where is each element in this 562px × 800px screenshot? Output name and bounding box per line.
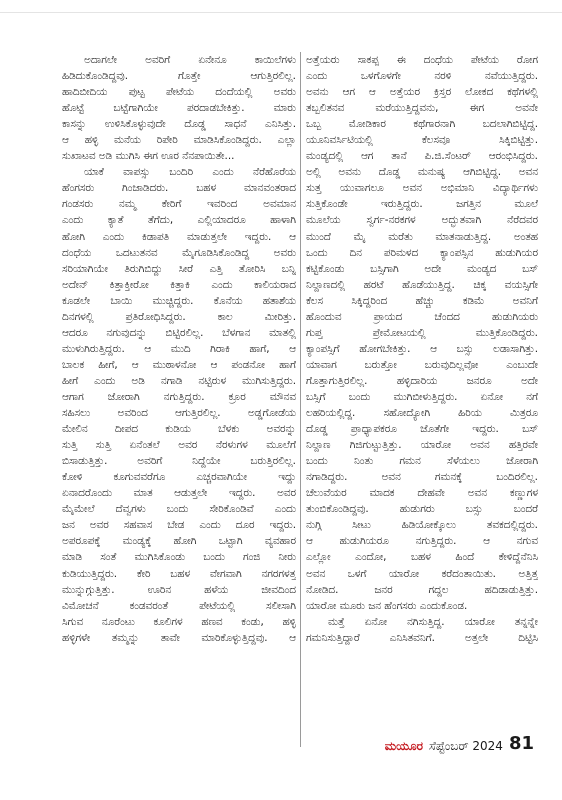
left-column-text-line: ಬಿಸಾಡುತ್ತಿತ್ತು. ಅವರಿಗೆ ನಿದ್ದೆಯೇ ಬರುತ್ತಿರಲಿಲ್ಲ. xyxy=(62,455,296,468)
left-column-text-line: ಸುಖಾಟವ ಅಡಿ ಮುಗಿಸಿ ಈಗ ಊರ ನೆನಪಾಯಿತೇ... xyxy=(62,150,235,163)
left-column-text-line: ದಂಧೆಯ ಒದಟುತನವ ಮೈಗೂಡಿಸಿಕೊಂಡಿದ್ದ ಅವರು xyxy=(62,246,296,259)
right-column-text-line: ಕಟ್ಟಿಕೊಂಡು ಬಸ್ಸಿಗಾಗಿ ಅದೇ ಮಂಡ್ಯದ ಬಸ್ xyxy=(306,262,538,275)
left-column-text-line: ಯಾಕೆ ವಾಪಸ್ಸು ಬಂದಿರಿ ಎಂದು ನೆರೆಹೊರೆಯ xyxy=(84,166,296,179)
right-column-text-line: ಕ್ಯಾಂಪಸ್ಸಿಗೆ ಹೋಗಬೇಕಿತ್ತು. ಆ ಬಸ್ಸು ಲಡಾಸಾಗಿತ್ತು. xyxy=(306,342,538,355)
right-column-text-line: ಮುಂದೆ ಮೈ ಮರೆತು ಮಾತನಾಡುತ್ತಿದ್ದ. ಅಂತಹ xyxy=(306,230,538,243)
left-column-text-line: ಹೀಗೆ ಎಂದು ಅಡಿ ನಗಾಡಿ ನಟ್ಟಿರುಳ ಮುಗಿಸುತ್ತಿದ್ದರು. xyxy=(62,374,296,387)
right-column xyxy=(306,52,538,747)
left-column-text-line: ಆಗಾಗ ಜೋರಾಗಿ ನಗುತ್ತಿದ್ದರು. ಕ್ರೂರ ಮೌನವ xyxy=(62,390,296,403)
right-column-text-line: ಒಂದು ದಿನ ಪರಿಮಳದ ಕ್ಯಾಂಪಸ್ಸಿನ ಹುಡುಗಿಯರ xyxy=(306,246,538,259)
right-column-text-line: ಕೆಲಸ ಸಿಕ್ಕಿದ್ದರಿಂದ ಹೆಚ್ಚು ಕಡಿಮೆ ಅವನಿಗೆ xyxy=(306,294,538,307)
left-column-text-line: ಆ ಹಳ್ಳಿ ಮನೆಯ ರಿಪೇರಿ ಮಾಡಿಸಿಕೊಂಡಿದ್ದರು. ಎಲ್ಲಾ xyxy=(62,134,296,147)
right-column-text-line: ಸುತ್ತ ಯುವಾಗಲೂ ಅವನ ಅಭಿಮಾನಿ ವಿದ್ಯಾರ್ಥಿಗಳು xyxy=(306,182,538,195)
left-column-text-line: ಸರಿಯಾಗಿಯೇ ತಿರುಗಿಬಿದ್ದು ಸೀರೆ ಎತ್ತಿ ತೋರಿಸಿ ಬನ್ನಿ xyxy=(62,262,296,275)
right-column-text-line: ಅಲ್ಲಿ ಅವನು ದೊಡ್ಡ ಮನುಷ್ಯ ಆಗಿಬಿಟ್ಟಿದ್ದ. ಅವನ xyxy=(306,166,538,179)
right-column-text-line: ಎಲ್ಲೋ ಎಂದೋ, ಬಹಳ ಹಿಂದೆ ಕೇಳಿದ್ದೆನೆನಿಸಿ xyxy=(306,551,538,564)
article-body xyxy=(38,52,538,782)
right-column-text-line: ನಗಾಡಿದ್ದರು. ಅವನ ಗಮನಕ್ಕೆ ಬಂದಿರಲಿಲ್ಲ. xyxy=(306,471,538,484)
right-column-text-line: ದೊಡ್ಡ ಪ್ರಾಧ್ಯಾಪಕರೂ ಜೊತೆಗೇ ಇದ್ದರು. ಬಸ್ xyxy=(306,423,538,436)
right-column-text-line: ನೋಡಿದ. ಜನರ ಗದ್ದಲ ಹದಿಡಾಡುತ್ತಿತ್ತು. xyxy=(306,583,538,596)
left-column-text-line: ಕುಡಿಯುತ್ತಿದ್ದರು. ಕೇರಿ ಬಹಳ ವೇಗವಾಗಿ ನಗರಗಳತ್ತ xyxy=(62,567,296,580)
right-column-text-line: ಅತ್ತೆಯರು ಸಾಕಪ್ಪ ಈ ದಂಧೆಯ ಪೇಟೆಯ ರೋಗ xyxy=(306,54,538,66)
left-column-text-line: ಮೈಮೇಲೆ ದೆವ್ವಗಳು ಬಂದು ಸೇರಿಕೊಂಡಿವೆ ಎಂದು xyxy=(62,503,296,516)
right-column-text-line: ನಿಲ್ದಾಣ ಗಿಜಿಗುಟ್ಟುತ್ತಿತ್ತು. ಯಾರೋ ಅವನ ಹತ್ತಿರವೇ xyxy=(306,439,538,452)
left-column-text-line: ಕೋಳಿ ಕೂಗುವವರೆಗೂ ಎಚ್ಚರವಾಗಿಯೇ ಇದ್ದು xyxy=(62,471,296,484)
right-column-text-line: ಎಂದು ಒಳಗೊಳಗೇ ನರಳಿ ನವೆಯುತ್ತಿದ್ದರು. xyxy=(306,70,538,83)
right-column-text-line: ಹೊಂದುವ ಪ್ರಾಯದ ಚೆಂದದ ಹುಡುಗಿಯರು xyxy=(306,310,538,323)
left-column-text-line: ಹಳ್ಳಿಗಳೇ ತಮ್ಮನ್ನು ತಾವೇ ಮಾರಿಕೊಳ್ಳುತ್ತಿದ್ದವು. ಆ xyxy=(62,631,296,644)
left-column-text-line: ಕೂಡಲೇ ಬಾಯಿ ಮುಚ್ಚಿದ್ದರು. ಕೊನೆಯ ಹತಾಶೆಯ xyxy=(62,294,296,307)
left-column-text-line: ಅಪರೂಪಕ್ಕೆ ಮಂಡ್ಯಕ್ಕೆ ಹೋಗಿ ಒಟ್ಟಾಗಿ ವ್ಯವಹಾರ xyxy=(62,535,296,548)
left-column-text-line: ಸಹಿಸಲು ಅವರಿಂದ ಆಗುತ್ತಿರಲಿಲ್ಲ. ಅಡ್ಡಗೋಡೆಯ xyxy=(62,407,296,420)
right-column-text-line: ನಿಲ್ದಾಣದಲ್ಲಿ ಹರಟೆ ಹೊಡೆಯುತ್ತಿದ್ದ. ಚಿಕ್ಕ ವಯಸ್ಸಿಗೇ xyxy=(306,278,538,291)
page-number: 81 xyxy=(508,733,534,754)
left-column-text-line: ಅದೇನ್ ಕಿತ್ತಾಕ್ತೀರೋ ಕಿತ್ತಾಕಿ ಎಂದು ಕಾಲಿಯರಾದ xyxy=(62,278,296,291)
left-column-text-line: ಕಾಸನ್ನು ಉಳಿಸಿಕೊಳ್ಳುವುದೇ ದೊಡ್ಡ ಸಾಧನೆ ಎನಿಸಿತ್ತು. xyxy=(62,118,296,131)
right-column-text-line: ಲಹರಿಯಲ್ಲಿದ್ದ. ಸಹೋದ್ಯೋಗಿ ಹಿರಿಯ ಮಿತ್ರರೂ xyxy=(306,407,538,420)
left-column-text-line: ಏನಾದರೊಂದು ಮಾತ ಆಡುತ್ತಲೇ ಇದ್ದರು. ಅವರ xyxy=(62,487,296,500)
right-column-text-line: ಯಾವಾಗ ಬರುತ್ತೋ ಬರುವುದಿಲ್ಲವೋ ಎಂಬುದೇ xyxy=(306,358,538,371)
left-column-text-line: ದಿನಗಳಲ್ಲಿ ಪ್ರತಿರೋಧಿಸಿದ್ದರು. ಕಾಲ ಮೀರಿತ್ತು. xyxy=(62,310,296,323)
right-column-text-line: ಗಮನಿಸುತ್ತಿದ್ದಾರೆ ಎನಿಸಿತವನಿಗೆ. ಅತ್ತಲೇ ದಿಟ್ಟಿಸಿ xyxy=(306,631,538,644)
right-column-text-line: ಬಸ್ಸಿಗೆ ಬಂದು ಮುಗಿಬೀಳುತ್ತಿದ್ದರು. ಏನೋ ನಗೆ xyxy=(306,390,538,403)
left-column-text-line: ಹಾದಿಬೀದಿಯ ಪುಟ್ಟ ಪೇಟೆಯ ದಂದೆಯಲ್ಲಿ ಅವರು xyxy=(62,86,296,99)
right-column-text-line: ಚೆಲುವೆಯರ ಮಾದಕ ದೇಹವೇ ಅವನ ಕಣ್ಣುಗಳ xyxy=(306,487,538,500)
left-column-text-line: ಹೊಟ್ಟೆ ಬಟ್ಟೆಗಾಗಿಯೇ ಪರದಾಡಬೇಕಿತ್ತು. ಮಾರು xyxy=(62,102,296,115)
issue-date: ಸೆಪ್ಟೆಂಬರ್ 2024 xyxy=(429,739,503,753)
left-column-text-line: ಸುತ್ತಿ ಸುತ್ತಿ ಏನೆಂತಲೆ ಅವರ ನೆರಳುಗಳ ಮೂಲೆಗೆ xyxy=(62,439,296,452)
magazine-name: ಮಯೂರ xyxy=(384,739,424,753)
right-column-text-line: ಅವನು ಆಗ ಆ ಅತ್ತೆಯರ ಕ್ರಿಸ್ತರ ಲೋಕದ ಕಥೆಗಳಲ್ಲಿ xyxy=(306,86,538,99)
left-column-text-line: ಮುಳುಗಿರುತ್ತಿದ್ದರು. ಆ ಮುದಿ ಗಿರಾಕಿ ಹಾಗೆ, ಆ xyxy=(62,342,296,355)
column-divider xyxy=(300,52,301,747)
left-column-text-line: ಹಿಡಿದುಕೊಂಡಿದ್ದವು. ಗೊತ್ತೇ ಆಗುತ್ತಿರಲಿಲ್ಲ. xyxy=(62,70,296,83)
right-column-text-line: ಯೂನಿವರ್ಸಿಟಿಯಲ್ಲಿ ಕೆಲಸವೂ ಸಿಕ್ಕಿಬಿಟ್ಟಿತ್ತು. xyxy=(306,134,538,147)
right-column-text-line: ನುಗ್ಗಿ ಸೀಟು ಹಿಡಿಯೋಕ್ಕೊಲು ತವಕದಲ್ಲಿದ್ದರು. xyxy=(306,519,538,532)
left-column-text-line: ಬಾಲಕ ಹೀಗೆ, ಆ ಮುಠಾಳನೋ ಆ ಪಂಡನೋ ಹಾಗೆ xyxy=(62,358,296,371)
left-column-text-line: ವಿಮೋಚನೆ ಕಂಡವರಂತೆ ಪೇಟೆಯಲ್ಲಿ ಸಲೀಸಾಗಿ xyxy=(62,599,296,612)
right-column-text-line: ಒಬ್ಬ ಮೋಡಿಕಾರ ಕಥೆಗಾರನಾಗಿ ಬದಲಾಗಿಬಿಟ್ಟಿದ್ದ. xyxy=(306,118,538,131)
right-column-text-line: ಆ ಹುಡುಗಿಯರೂ ನಗುತ್ತಿದ್ದರು. ಆ ನಗುವ xyxy=(306,535,538,548)
left-column-text-line: ಮಾಡಿ ಸಂತೆ ಮುಗಿಸಿಕೊಂಡು ಬಂದು ಗಂಜಿ ನೀರು xyxy=(62,551,296,564)
right-column-text-line: ಸುತ್ತಿಕೊಂಡೇ ಇರುತ್ತಿದ್ದರು. ಜಗತ್ತಿನ ಮೂಲೆ xyxy=(306,198,538,211)
right-column-text-line: ಯಾರೋ ಮೂರು ಜನ ಹೆಂಗಸರು ಎಂದುಕೊಂಡ. xyxy=(306,599,468,612)
right-column-text-line: ಅವನ ಒಳಗೆ ಯಾರೋ ಕರೆದಂತಾಯಿತು. ಅತ್ತಿತ್ತ xyxy=(306,567,538,580)
right-column-text-line: ಮತ್ತೆ ಏನೋ ನಗಿಸುತ್ತಿದ್ದ. ಯಾರೋ ತನ್ನನ್ನೇ xyxy=(328,615,538,628)
right-column-text-line: ತುಂಬಿಕೊಂಡಿದ್ದವು. ಹುಡುಗರು ಬಸ್ಸು ಬಂದರೆ xyxy=(306,503,538,516)
left-column-text-line: ಗಂಡಸರು ನಮ್ಮ ಕೇರಿಗೆ ಇವರಿಂದ ಅವಮಾನ xyxy=(62,198,296,211)
right-column-text-line: ಮೂಲೆಯ ಸ್ವರ್ಗ-ನರಕಗಳ ಅದ್ಭುತವಾಗಿ ನೆರೆದವರ xyxy=(306,214,538,227)
page-top-rule xyxy=(0,12,562,13)
right-column-text-line: ಬಂದು ನಿಂತು ಗಮನ ಸೆಳೆಯಲು ಜೋರಾಗಿ xyxy=(306,455,538,468)
left-column xyxy=(62,52,296,747)
right-column-text-line: ಮಂಡ್ಯದಲ್ಲಿ ಆಗ ತಾನೆ ಪಿ.ಜಿ.ಸೆಂಟರ್ ಆರಂಭಿಸಿದ್ದರು. xyxy=(306,150,538,163)
right-column-text-line: ಗುಪ್ತ ಪ್ರೇಮೋಟಯಲ್ಲಿ ಮುತ್ತಿಕೊಂಡಿದ್ದರು. xyxy=(306,326,538,339)
left-column-text-line: ಹೆಂಗಸರು ಗಿಂಜಾಡಿದರು. ಬಹಳ ಮಾನವಂತರಾದ xyxy=(62,182,296,195)
right-column-text-line: ಗೊತ್ತಾಗುತ್ತಿರಲಿಲ್ಲ. ಹಳ್ಳಿದಾರಿಯ ಜನರೂ ಅದೇ xyxy=(306,374,538,387)
left-column-text-line: ಸಿಗುವ ನೂರೆಂಟು ಕೂಲಿಗಳ ಹಣವ ಕಂಡು, ಹಳ್ಳಿ xyxy=(62,615,296,628)
left-column-text-line: ಹೋಗಿ ಎಂದು ಕಿಡಾಪತಿ ಮಾಡುತ್ತಲೇ ಇದ್ದರು. ಆ xyxy=(62,230,296,243)
left-column-text-line: ಆದರೂ ನಗುವುದನ್ನು ಬಿಟ್ಟಿರಲಿಲ್ಲ. ಬೆಳಗಾನ ಮಾತಲ್ಲಿ xyxy=(62,326,296,339)
page-footer xyxy=(318,732,534,754)
left-column-text-line: ಅದಾಗಲೇ ಅವರಿಗೆ ಏನೇನೂ ಕಾಯಿಲೆಗಳು xyxy=(84,54,296,66)
left-column-text-line: ಮೇಲಿನ ದೀಪದ ಕುಡಿಯ ಬೆಳಕು ಅವರನ್ನು xyxy=(62,423,296,436)
left-column-text-line: ಎಂದು ಕ್ಯಾತೆ ತೆಗೆದು, ಎಲ್ಲಿಯಾದರೂ ಹಾಳಾಗಿ xyxy=(62,214,296,227)
right-column-text-line: ತಬ್ಬಲಿತನವ ಮರೆಯುತ್ತಿದ್ದವನು, ಈಗ ಅವನೇ xyxy=(306,102,538,115)
left-column-text-line: ಜನ ಅವರ ಸಹವಾಸ ಬೇಡ ಎಂದು ದೂರ ಇದ್ದರು. xyxy=(62,519,296,532)
left-column-text-line: ಮುನ್ನುಗ್ಗುತ್ತಿತ್ತು. ಊರಿನ ಹಳೆಯ ಜೀವದಿಂದ xyxy=(62,583,296,596)
